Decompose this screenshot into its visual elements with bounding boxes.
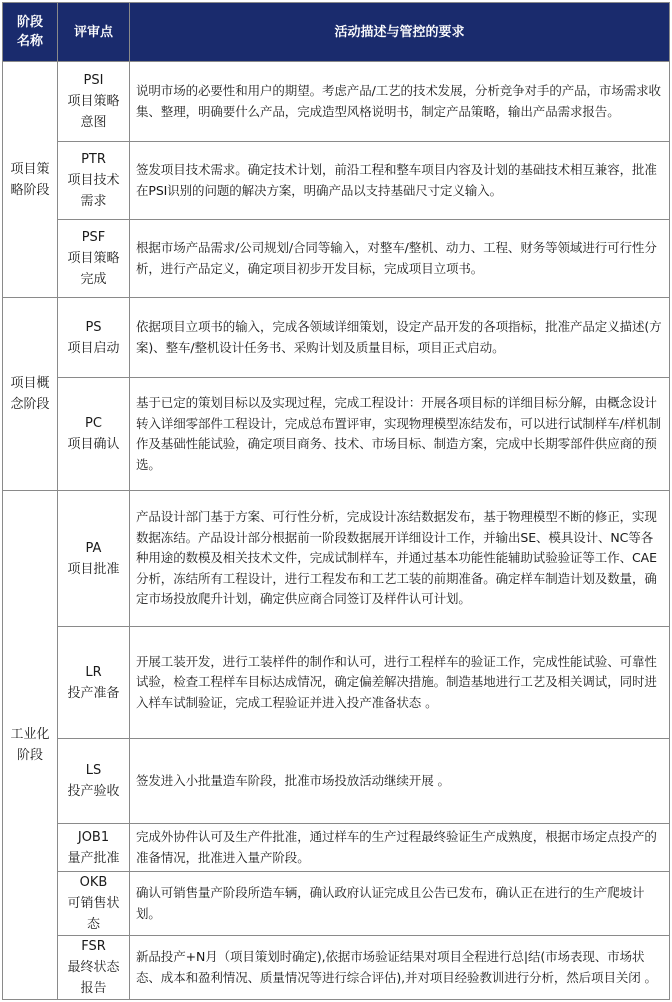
review-code: PA [85,540,102,556]
review-name: 最终状态 报告 [67,960,120,996]
review-point-cell [58,739,130,824]
review-name: 投产验收 [67,784,120,799]
table-row [3,298,670,378]
activity-description: 开展工装开发，进行工装样件的制作和认可，进行工程样车的验证工作，完成性能试验、可靠性试验，检查工程样车目标达成情况，确定偏差解决措施。制造基地进行工艺及相关调试，同时进入样车试制验证，完成工程验证并进入投产准备状态 。 [130,627,670,739]
table-row [3,62,670,142]
table-row [3,872,670,936]
phase-cell: 项目概 念阶段 [3,298,58,491]
review-name: 量产批准 [67,850,120,866]
table-row [3,142,670,220]
review-name: 项目确认 [67,437,120,452]
review-name: 项目策略 意图 [67,94,120,130]
review-name: 项目批准 [67,561,120,577]
review-point-cell [58,298,130,378]
review-name: 项目策略 完成 [67,251,120,287]
review-code: OKB [79,875,108,890]
review-name: 投产准备 [67,685,120,701]
review-process-table [2,2,670,1000]
review-point-cell [58,491,130,627]
activity-description: 产品设计部门基于方案、可行性分析，完成设计冻结数据发布，基于物理模型不断的修正，实现数据冻结。产品设计部分根据前一阶段数据展开详细设计工作，并输出SE、模具设计、NC等各种用途的数模及相关技术文件，完成试制样车，并通过基本功能性能辅助试验验证等工作、CAE分析，冻结所有工程设计，进行工程发布和工艺工装的前期准备。确定样车制造计划及数量，确定市场投放爬升计划，确定供应商合同签订及样件认可计划。 [130,491,670,627]
review-point-cell [58,872,130,936]
review-code: JOB1 [77,829,110,845]
table-row [3,824,670,872]
review-name: 项目技术 需求 [67,173,120,209]
header-review-point: 评审点 [58,3,130,62]
header-row [3,3,670,62]
activity-description: 基于已定的策划目标以及实现过程，完成工程设计：开展各项目标的详细目标分解，由概念设计转入详细零部件工程设计，完成总布置评审，实现物理模型冻结发布，可以进行试制样车/样机制作及基础性能试验，确定项目商务、技术、市场目标、制造方案，完成中长期零部件供应商的预选。 [130,378,670,491]
activity-description: 依据项目立项书的输入，完成各领域详细策划，设定产品开发的各项指标，批准产品定义描述(方案)、整车/整机设计任务书、采购计划及质量目标，项目正式启动。 [130,298,670,378]
review-code: PTR [81,152,106,167]
phase-cell: 工业化 阶段 [3,491,58,1000]
review-code: LS [85,763,102,778]
review-code: PS [85,319,102,335]
activity-description: 签发项目技术需求。确定技术计划，前沿工程和整车项目内容及计划的基础技术相互兼容，批准在PSI识别的问题的解决方案，明确产品以支持基础尺寸定义输入。 [130,142,670,220]
phase-cell: 项目策 略阶段 [3,62,58,298]
review-point-cell [58,378,130,491]
review-point-cell [58,220,130,298]
header-phase: 阶段 名称 [3,3,58,62]
activity-description: 说明市场的必要性和用户的期望。考虑产品/工艺的技术发展，分析竞争对手的产品，市场需求收集、整理，明确要什么产品，完成造型风格说明书，制定产品策略，输出产品需求报告。 [130,62,670,142]
activity-description: 完成外协件认可及生产件批准，通过样车的生产过程最终验证生产成熟度，根据市场定点投产的准备情况，批准进入量产阶段。 [130,824,670,872]
review-code: FSR [81,939,106,954]
table-row [3,378,670,491]
review-code: LR [85,664,102,680]
activity-description: 确认可销售量产阶段所造车辆，确认政府认证完成且公告已发布，确认正在进行的生产爬坡计划。 [130,872,670,936]
review-point-cell [58,62,130,142]
review-name: 项目启动 [67,340,120,356]
activity-description: 根据市场产品需求/公司规划/合同等输入，对整车/整机、动力、工程、财务等领域进行可行性分析，进行产品定义，确定项目初步开发目标，完成项目立项书。 [130,220,670,298]
table-row [3,739,670,824]
table-row [3,220,670,298]
review-point-cell [58,142,130,220]
review-point-cell [58,627,130,739]
review-code: PC [85,416,102,431]
header-activity-description: 活动描述与管控的要求 [130,3,670,62]
review-code: PSI [83,73,104,88]
table-row [3,936,670,1000]
activity-description: 新品投产+N月（项目策划时确定),依据市场验证结果对项目全程进行总|结(市场表现、市场状态、成本和盈利情况、质量情况等进行综合评估),并对项目经验教训进行分析，然后项目关闭 。 [130,936,670,1000]
review-code: PSF [81,230,106,245]
table-row [3,627,670,739]
activity-description: 签发进入小批量造车阶段，批准市场投放活动继续开展 。 [130,739,670,824]
review-name: 可销售状 态 [67,896,120,932]
table-row [3,491,670,627]
review-point-cell [58,936,130,1000]
review-point-cell [58,824,130,872]
